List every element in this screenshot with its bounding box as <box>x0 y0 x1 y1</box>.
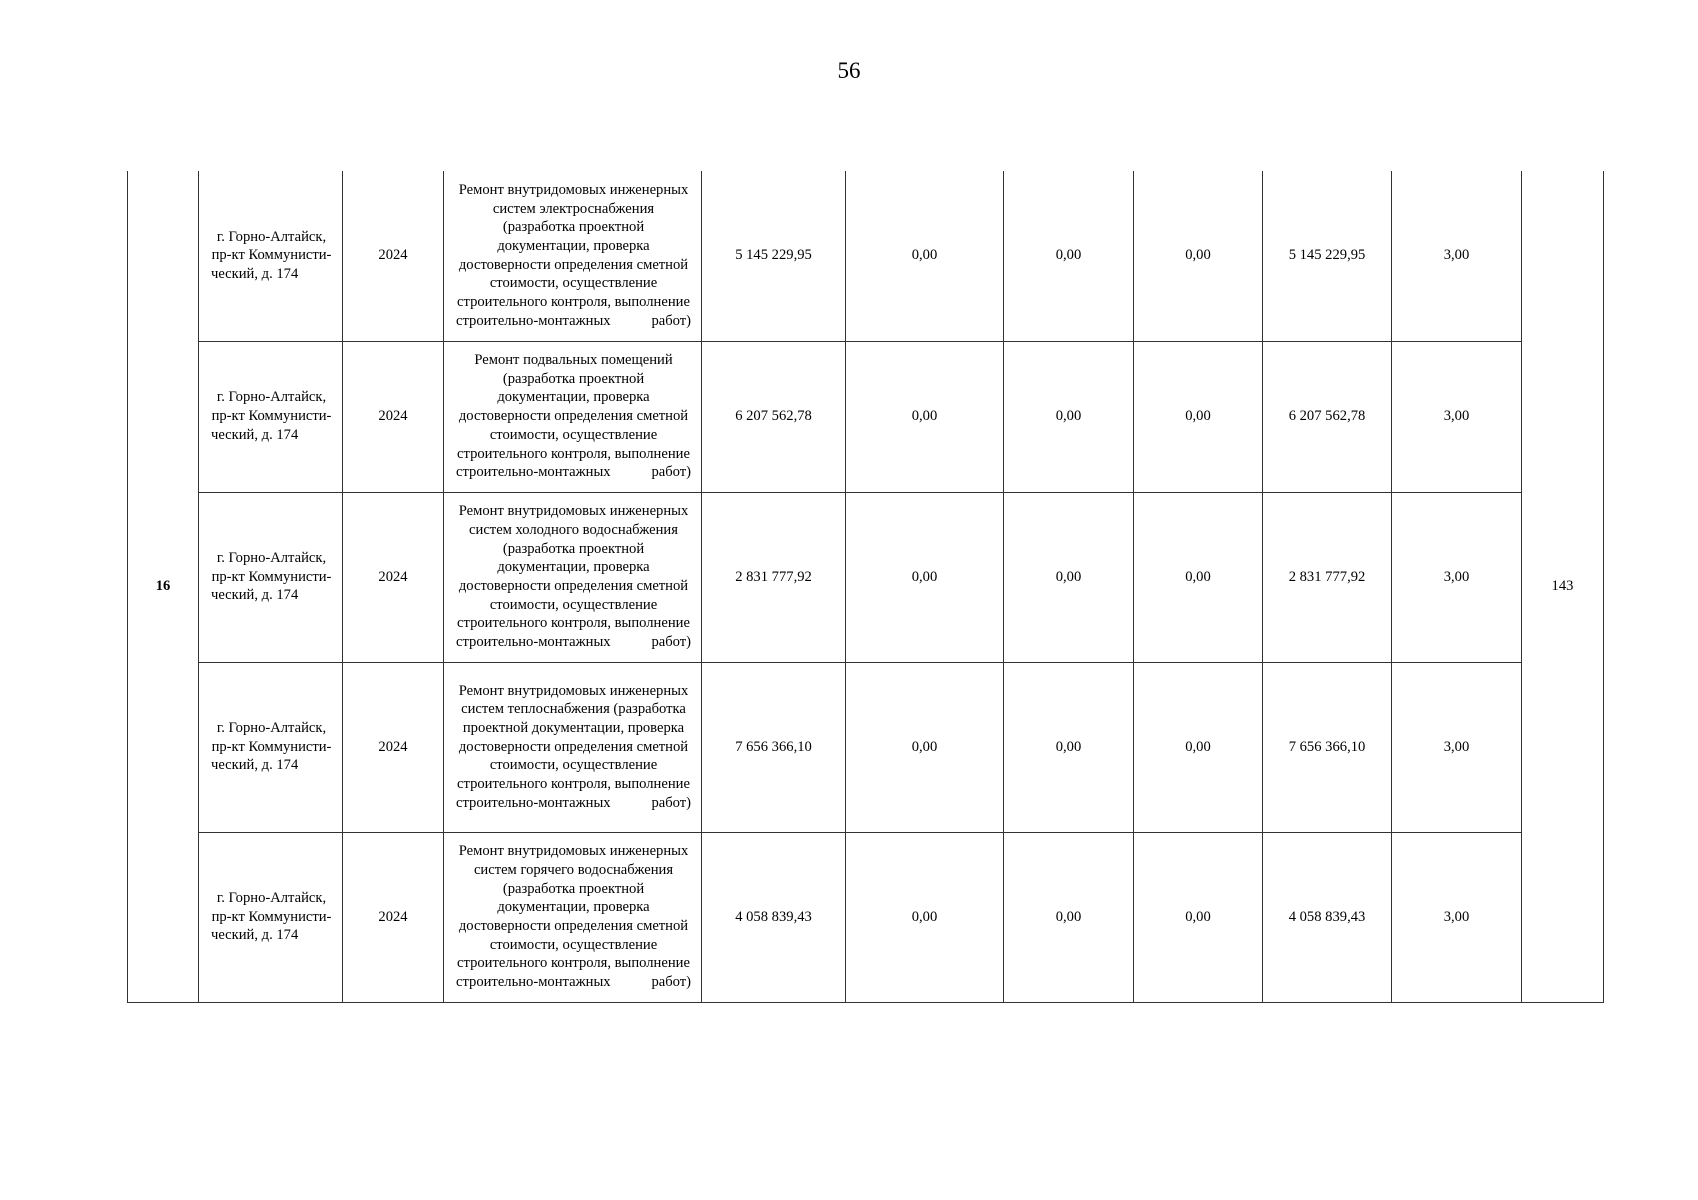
works-table <box>127 171 1604 1003</box>
value-cell-1: 0,00 <box>846 341 1004 492</box>
value-cell-2: 0,00 <box>1004 832 1134 1002</box>
total-cell: 5 145 229,95 <box>702 171 846 341</box>
table-row <box>128 492 1604 662</box>
year-cell: 2024 <box>343 662 444 832</box>
address-cell: г. Горно-Алтайск, пр-кт Коммунисти-ческий, д. 174 <box>199 492 343 662</box>
value-cell-2: 0,00 <box>1004 341 1134 492</box>
value-cell-4: 6 207 562,78 <box>1263 341 1392 492</box>
group-right-value: 143 <box>1522 171 1604 1002</box>
description-cell: Ремонт внутридомовых инженерных систем теплоснабжения (разработка проектной документации, проверка достоверности определения сметной стоимости, осуществление строительного контроля, выполнение строительно-монтажных работ) <box>444 662 702 832</box>
table-row <box>128 341 1604 492</box>
year-cell: 2024 <box>343 171 444 341</box>
value-cell-4: 5 145 229,95 <box>1263 171 1392 341</box>
total-cell: 2 831 777,92 <box>702 492 846 662</box>
table-row <box>128 832 1604 1002</box>
value-cell-5: 3,00 <box>1392 492 1522 662</box>
page-number: 56 <box>837 58 861 83</box>
value-cell-2: 0,00 <box>1004 492 1134 662</box>
value-cell-4: 4 058 839,43 <box>1263 832 1392 1002</box>
total-cell: 7 656 366,10 <box>702 662 846 832</box>
value-cell-5: 3,00 <box>1392 341 1522 492</box>
total-cell: 6 207 562,78 <box>702 341 846 492</box>
description-cell: Ремонт внутридомовых инженерных систем электроснабжения (разработка проектной документации, проверка достоверности определения сметной стоимости, осуществление строительного контроля, выполнение строительно-монтажных работ) <box>444 171 702 341</box>
value-cell-5: 3,00 <box>1392 832 1522 1002</box>
value-cell-1: 0,00 <box>846 662 1004 832</box>
address-cell: г. Горно-Алтайск, пр-кт Коммунисти-ческий, д. 174 <box>199 662 343 832</box>
total-cell: 4 058 839,43 <box>702 832 846 1002</box>
value-cell-1: 0,00 <box>846 171 1004 341</box>
value-cell-5: 3,00 <box>1392 171 1522 341</box>
address-cell: г. Горно-Алтайск, пр-кт Коммунисти-ческий, д. 174 <box>199 171 343 341</box>
table-row <box>128 662 1604 832</box>
year-cell: 2024 <box>343 341 444 492</box>
value-cell-3: 0,00 <box>1134 832 1263 1002</box>
value-cell-2: 0,00 <box>1004 171 1134 341</box>
description-cell: Ремонт подвальных помещений (разработка проектной документации, проверка достоверности определения сметной стоимости, осуществление строительного контроля, выполнение строительно-монтажных работ) <box>444 341 702 492</box>
value-cell-1: 0,00 <box>846 832 1004 1002</box>
value-cell-3: 0,00 <box>1134 171 1263 341</box>
year-cell: 2024 <box>343 492 444 662</box>
description-cell: Ремонт внутридомовых инженерных систем холодного водоснабжения (разработка проектной документации, проверка достоверности определения сметной стоимости, осуществление строительного контроля, выполнение строительно-монтажных работ) <box>444 492 702 662</box>
value-cell-2: 0,00 <box>1004 662 1134 832</box>
value-cell-4: 2 831 777,92 <box>1263 492 1392 662</box>
group-number: 16 <box>128 171 199 1002</box>
year-cell: 2024 <box>343 832 444 1002</box>
description-cell: Ремонт внутридомовых инженерных систем горячего водоснабжения (разработка проектной документации, проверка достоверности определения сметной стоимости, осуществление строительного контроля, выполнение строительно-монтажных работ) <box>444 832 702 1002</box>
address-cell: г. Горно-Алтайск, пр-кт Коммунисти-ческий, д. 174 <box>199 341 343 492</box>
value-cell-1: 0,00 <box>846 492 1004 662</box>
value-cell-3: 0,00 <box>1134 492 1263 662</box>
value-cell-5: 3,00 <box>1392 662 1522 832</box>
value-cell-4: 7 656 366,10 <box>1263 662 1392 832</box>
value-cell-3: 0,00 <box>1134 662 1263 832</box>
address-cell: г. Горно-Алтайск, пр-кт Коммунисти-ческий, д. 174 <box>199 832 343 1002</box>
value-cell-3: 0,00 <box>1134 341 1263 492</box>
table-row <box>128 171 1604 341</box>
